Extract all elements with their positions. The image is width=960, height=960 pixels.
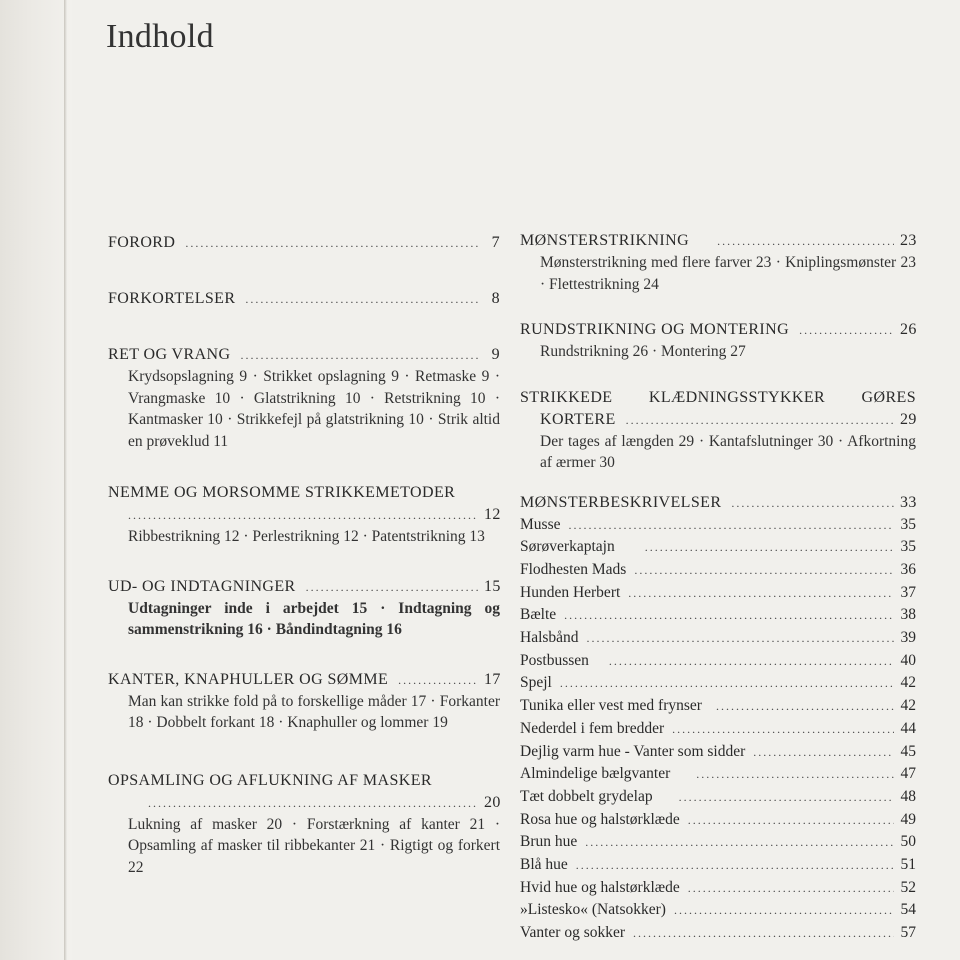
toc-entry-label: MØNSTERBESKRIVELSER bbox=[520, 493, 722, 511]
pattern-title: Tæt dobbelt grydelap bbox=[520, 787, 653, 805]
pattern-list-item bbox=[520, 672, 916, 695]
toc-page-number: 29 bbox=[900, 410, 917, 428]
toc-section-rundstrikning bbox=[520, 319, 916, 363]
toc-entry-label: NEMME OG MORSOMME STRIKKEMETODER bbox=[108, 484, 456, 501]
toc-entry bbox=[520, 319, 916, 341]
toc-page-number: 47 bbox=[900, 765, 916, 783]
dot-leader bbox=[672, 719, 894, 741]
toc-page-number: 23 bbox=[900, 232, 917, 249]
toc-page-number: 17 bbox=[484, 670, 501, 688]
toc-entry bbox=[108, 504, 500, 526]
pattern-list-item bbox=[520, 650, 916, 673]
toc-page-number: 54 bbox=[900, 901, 916, 919]
dot-leader bbox=[148, 792, 478, 814]
toc-page-number: 33 bbox=[900, 493, 917, 511]
pattern-title: Hvid hue og halstørklæde bbox=[520, 878, 680, 896]
toc-section-ud-og-ind bbox=[108, 576, 500, 641]
toc-entry bbox=[540, 409, 916, 431]
toc-page-number: 7 bbox=[491, 234, 500, 251]
toc-page-number: 40 bbox=[900, 651, 916, 669]
pattern-title: Vanter og sokker bbox=[520, 924, 626, 942]
facing-page-edge bbox=[0, 0, 72, 960]
toc-section-kanter bbox=[108, 669, 500, 734]
toc-page-number: 42 bbox=[900, 697, 916, 715]
pattern-list-item bbox=[520, 877, 916, 900]
toc-subentries: Udtagninger inde i arbejdet 15 · Indtagning og sammenstrikning 16 · Båndindtagning 16 bbox=[128, 599, 500, 638]
toc-entry bbox=[108, 288, 500, 310]
dot-leader bbox=[398, 669, 478, 691]
pattern-list-item bbox=[520, 763, 916, 786]
toc-entry-label: FORORD bbox=[108, 234, 176, 251]
pattern-list-item bbox=[520, 809, 916, 832]
dot-leader bbox=[576, 855, 894, 877]
toc-entry-label: UD- OG INDTAGNINGER bbox=[108, 577, 296, 595]
dot-leader bbox=[128, 504, 478, 526]
toc-page-number: 44 bbox=[900, 719, 916, 737]
toc-entry-label: MØNSTERSTRIKNING bbox=[520, 232, 690, 249]
toc-page-number: 52 bbox=[900, 878, 916, 896]
toc-entry bbox=[108, 576, 500, 598]
pattern-title: Almindelige bælgvanter bbox=[520, 765, 671, 783]
dot-leader bbox=[731, 492, 894, 514]
pattern-list-item bbox=[520, 786, 916, 809]
toc-page-number: 26 bbox=[900, 321, 917, 338]
pattern-list-item bbox=[520, 899, 916, 922]
pattern-title: Flodhesten Mads bbox=[520, 560, 627, 578]
toc-page-number: 35 bbox=[900, 515, 916, 533]
toc-subentries: Krydsopslagning 9 · Strikket opslagning 9 · Retmaske 9 · Vrangmaske 10 · Glatstrikning 10 · Retstrikning 10 · Kantmasker 10 · Strikkefejl på glatstrikning 10 · Strik altid en prøveklud 11 bbox=[128, 368, 500, 450]
toc-entry-label: STRIKKEDE KLÆDNINGSSTYKKER GØRES bbox=[520, 388, 916, 406]
pattern-title: Brun hue bbox=[520, 833, 578, 851]
dot-leader bbox=[560, 673, 894, 695]
pattern-list-item bbox=[520, 741, 916, 764]
dot-leader bbox=[696, 764, 894, 786]
pattern-list-item bbox=[520, 831, 916, 854]
pattern-title: Postbussen bbox=[520, 651, 589, 669]
pattern-title: Rosa hue og halstørklæde bbox=[520, 810, 680, 828]
toc-page-number: 51 bbox=[900, 856, 916, 874]
pattern-list-item bbox=[520, 627, 916, 650]
pattern-title: Blå hue bbox=[520, 856, 568, 874]
toc-section-kortere bbox=[520, 387, 916, 474]
dot-leader bbox=[688, 878, 894, 900]
pattern-title: Halsbånd bbox=[520, 629, 579, 647]
toc-entry-label: OPSAMLING OG AFLUKNING AF MASKER bbox=[108, 771, 432, 789]
dot-leader bbox=[674, 900, 894, 922]
toc-right-column bbox=[520, 230, 916, 945]
dot-leader bbox=[628, 583, 894, 605]
pattern-list-item bbox=[520, 582, 916, 605]
toc-page-number: 8 bbox=[491, 290, 500, 307]
toc-entry-label: FORKORTELSER bbox=[108, 290, 236, 307]
pattern-title: Dejlig varm hue - Vanter som sidder bbox=[520, 742, 746, 760]
toc-section-forkortelser bbox=[108, 288, 500, 310]
toc-entry-label: RUNDSTRIKNING OG MONTERING bbox=[520, 321, 790, 338]
pattern-title: Bælte bbox=[520, 606, 557, 624]
toc-entry bbox=[520, 492, 916, 514]
toc-page-number: 48 bbox=[900, 787, 916, 805]
dot-leader bbox=[799, 319, 894, 341]
toc-section-opsamling bbox=[108, 770, 500, 879]
dot-leader bbox=[633, 923, 894, 945]
toc-page-number: 42 bbox=[900, 674, 916, 692]
toc-page-number: 20 bbox=[484, 793, 501, 811]
toc-subentries: Mønsterstrikning med flere farver 23 · Kniplingsmønster 23 · Flettestrikning 24 bbox=[540, 254, 916, 293]
toc-page-number: 9 bbox=[491, 346, 500, 363]
toc-section-forord bbox=[108, 232, 500, 254]
toc-entry bbox=[108, 232, 500, 254]
toc-page-number: 57 bbox=[900, 924, 916, 942]
pattern-list-item bbox=[520, 559, 916, 582]
toc-entry bbox=[520, 230, 916, 252]
book-spine bbox=[64, 0, 67, 960]
pattern-list bbox=[520, 514, 916, 945]
toc-subentries: Rundstrikning 26 · Montering 27 bbox=[540, 343, 746, 360]
dot-leader bbox=[753, 742, 894, 764]
toc-page-number: 12 bbox=[484, 506, 501, 523]
toc-section-monsterstrikning bbox=[520, 230, 916, 295]
toc-section-ret-og-vrang bbox=[108, 344, 500, 452]
toc-page-number: 45 bbox=[900, 742, 916, 760]
pattern-title: Nederdel i fem bredder bbox=[520, 719, 665, 737]
dot-leader bbox=[688, 810, 894, 832]
toc-page-number: 36 bbox=[900, 560, 916, 578]
dot-leader bbox=[306, 576, 478, 598]
pattern-title: Hunden Herbert bbox=[520, 583, 621, 601]
toc-entry-label: RET OG VRANG bbox=[108, 346, 231, 363]
toc-left-column bbox=[108, 232, 500, 878]
dot-leader bbox=[564, 605, 894, 627]
toc-page-number: 39 bbox=[900, 629, 916, 647]
dot-leader bbox=[634, 560, 894, 582]
pattern-list-item bbox=[520, 536, 916, 559]
toc-section-nemme bbox=[108, 482, 500, 548]
pattern-title: Spejl bbox=[520, 674, 552, 692]
toc-entry bbox=[108, 344, 500, 366]
dot-leader bbox=[716, 696, 894, 718]
toc-page-number: 50 bbox=[900, 833, 916, 851]
pattern-list-item bbox=[520, 695, 916, 718]
toc-entry-label: KANTER, KNAPHULLER OG SØMME bbox=[108, 670, 389, 688]
pattern-list-item bbox=[520, 922, 916, 945]
toc-subentries: Lukning af masker 20 · Forstærkning af kanter 21 · Opsamling af masker til ribbekanter 21 · Rigtigt og forkert 22 bbox=[128, 815, 500, 876]
dot-leader bbox=[245, 288, 478, 310]
dot-leader bbox=[585, 832, 894, 854]
toc-entry bbox=[108, 792, 500, 814]
pattern-list-item bbox=[520, 854, 916, 877]
dot-leader bbox=[626, 409, 894, 431]
dot-leader bbox=[240, 344, 478, 366]
pattern-list-item bbox=[520, 514, 916, 537]
dot-leader bbox=[717, 230, 894, 252]
dot-leader bbox=[185, 232, 478, 254]
toc-entry bbox=[108, 669, 500, 691]
toc-page-number: 38 bbox=[900, 606, 916, 624]
pattern-title: Sørøverkaptajn bbox=[520, 538, 615, 556]
dot-leader bbox=[609, 651, 894, 673]
pattern-title: »Listesko« (Natsokker) bbox=[520, 901, 666, 919]
dot-leader bbox=[645, 537, 894, 559]
page-title: Indhold bbox=[106, 18, 214, 55]
toc-section-monsterbeskrivelser bbox=[520, 492, 916, 945]
toc-subentries: Ribbestrikning 12 · Perlestrikning 12 · Patentstrikning 13 bbox=[128, 528, 485, 545]
dot-leader bbox=[587, 628, 894, 650]
dot-leader bbox=[568, 515, 894, 537]
toc-page-number: 37 bbox=[900, 583, 916, 601]
toc-entry-label: KORTERE bbox=[540, 410, 616, 428]
pattern-list-item bbox=[520, 718, 916, 741]
dot-leader bbox=[679, 787, 894, 809]
toc-page-number: 15 bbox=[484, 577, 501, 595]
toc-page-number: 35 bbox=[900, 538, 916, 556]
pattern-title: Musse bbox=[520, 515, 561, 533]
pattern-title: Tunika eller vest med frynser bbox=[520, 697, 702, 715]
pattern-list-item bbox=[520, 604, 916, 627]
toc-page-number: 49 bbox=[900, 810, 916, 828]
toc-subentries: Man kan strikke fold på to forskellige måder 17 · Forkanter 18 · Dobbelt forkant 18 · Knaphuller og lommer 19 bbox=[128, 692, 500, 731]
toc-subentries: Der tages af længden 29 · Kantafslutninger 30 · Afkortning af ærmer 30 bbox=[540, 432, 916, 471]
